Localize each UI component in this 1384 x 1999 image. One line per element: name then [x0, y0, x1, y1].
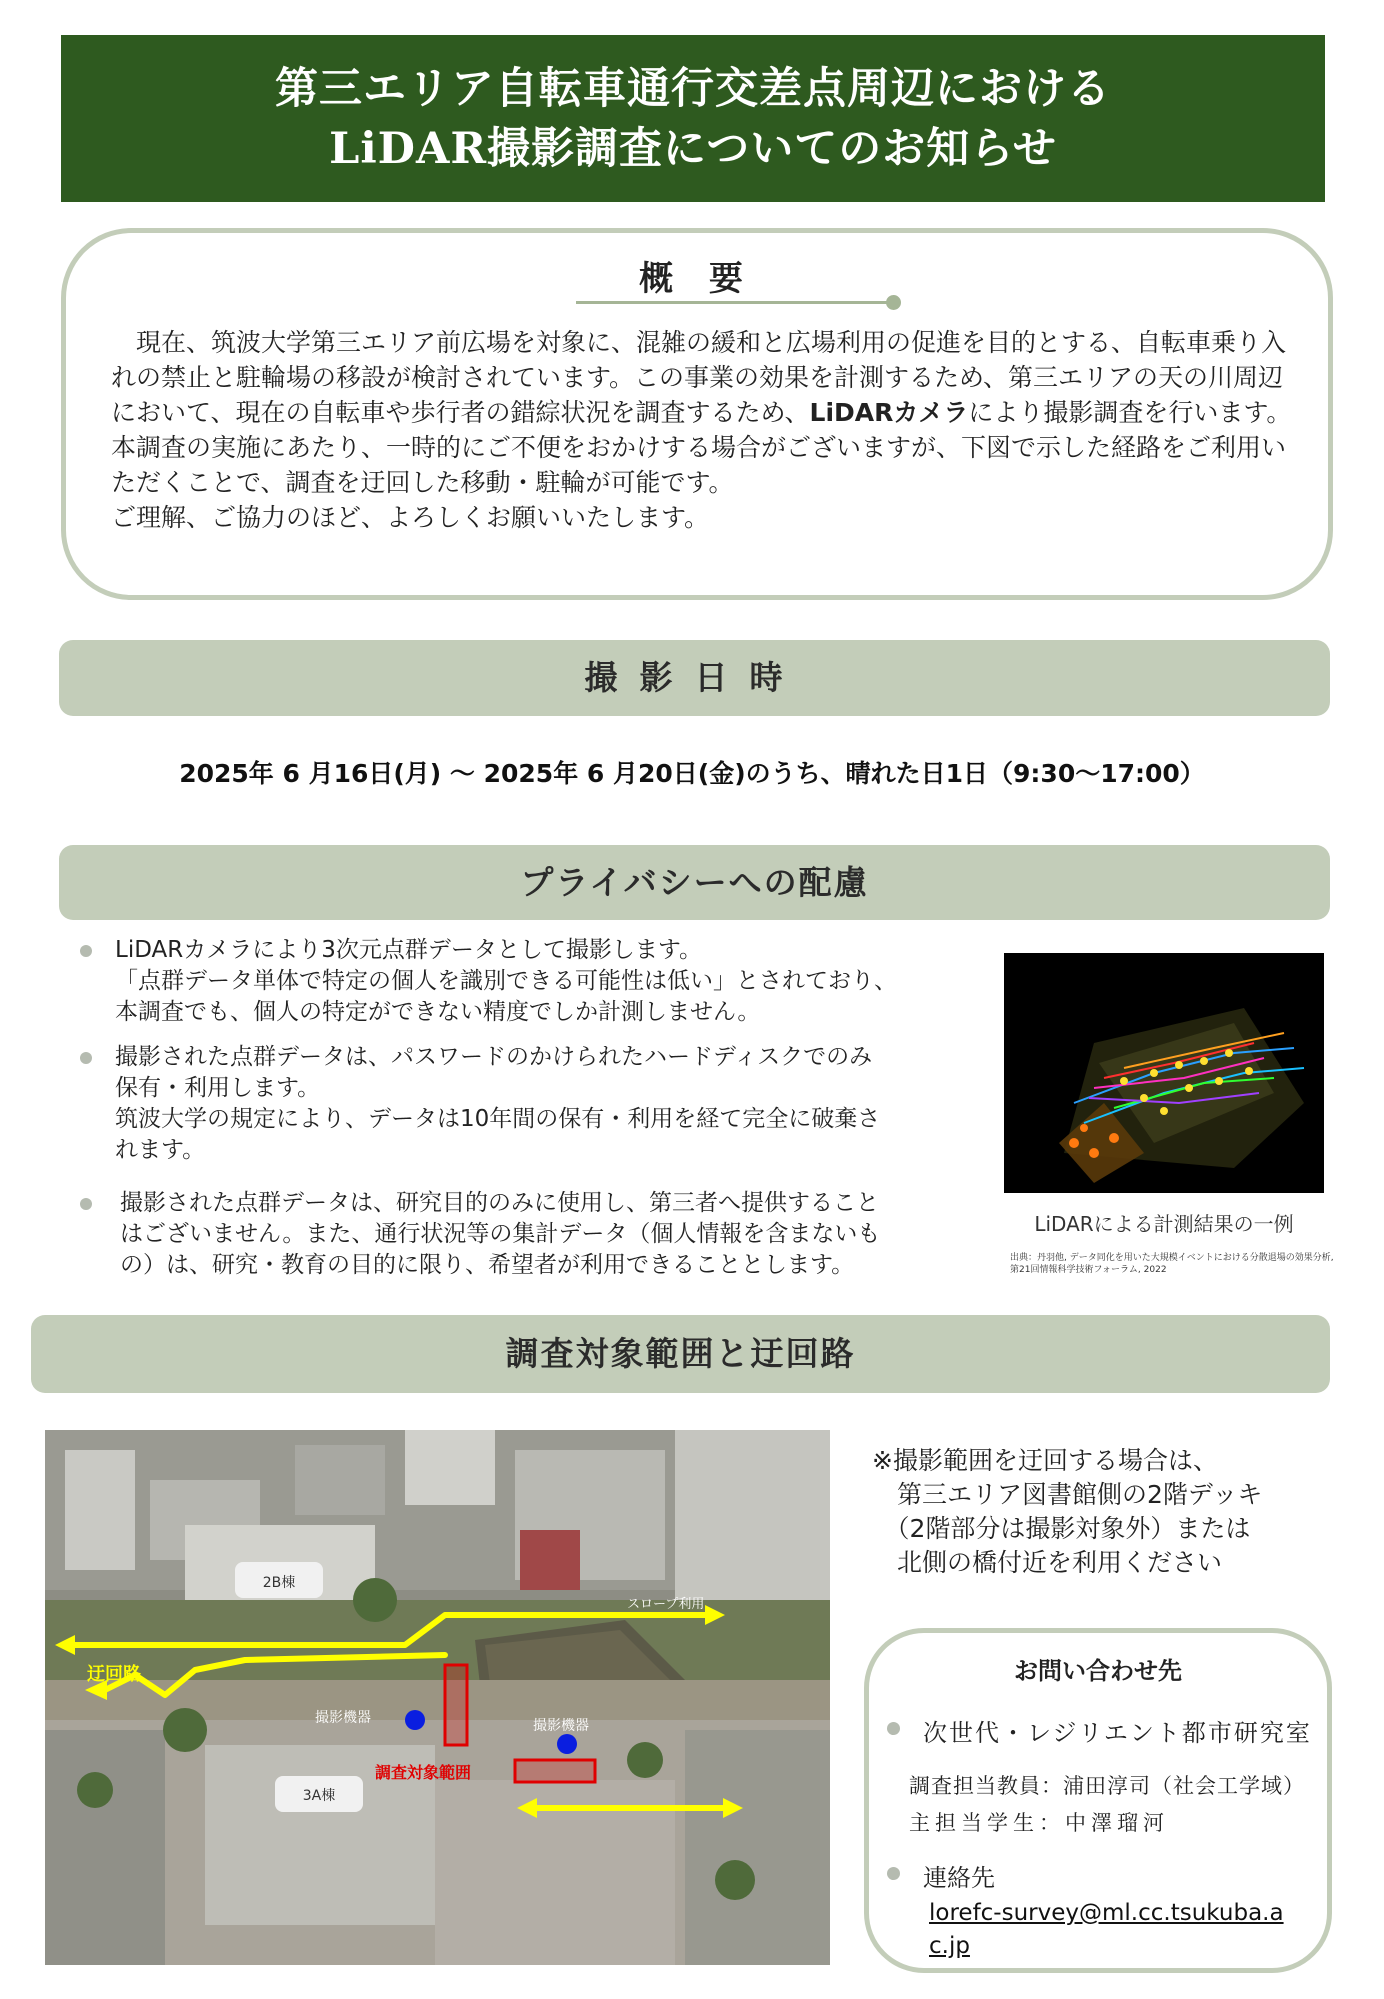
schedule-date: 2025年 6 月16日(月) ～ 2025年 6 月20日(金)のうち、晴れた日1日（9:30～17:00）: [179, 759, 1205, 788]
map-label-camera-1: 撮影機器: [315, 1710, 371, 1726]
survey-area-map: [45, 1430, 830, 1965]
overview-paragraph-1: [111, 325, 1300, 430]
schedule-heading: 撮影日時: [59, 640, 1330, 716]
survey-area-horizontal: [515, 1760, 595, 1782]
lidar-image-caption: LiDARによる計測結果の一例: [1034, 1212, 1294, 1236]
map-label-detour: 迂回路: [87, 1664, 141, 1685]
contact-email-link[interactable]: lorefc-survey@ml.cc.tsukuba.ac.jp: [929, 1900, 1284, 1959]
privacy-bullet-3-line-2: はございません。また、通行状況等の集計データ（個人情報を含まないも: [120, 1221, 881, 1247]
privacy-bullet-1-line-2: 「点群データ単体で特定の個人を識別できる可能性は低い」とされており、: [115, 968, 897, 994]
contact-label: 連絡先: [887, 1858, 995, 1893]
overview-lidar-emphasis: LiDARカメラ: [809, 398, 969, 427]
privacy-bullet-2-line-1: 撮影された点群データは、パスワードのかけられたハードディスクでのみ: [115, 1044, 873, 1070]
contact-lab-name: 次世代・レジリエント都市研究室: [887, 1713, 1312, 1748]
lidar-image-source: 出典：丹羽他, データ同化を用いた大規模イベントにおける分散退場の効果分析, 第21回情報科学技術フォーラム, 2022: [1010, 1253, 1334, 1275]
contact-teacher: 調査担当教員：浦田淳司（社会工学域）: [909, 1774, 1305, 1798]
privacy-heading: プライバシーへの配慮: [59, 845, 1330, 920]
overview-paragraph-2: 本調査の実施にあたり、一時的にご不便をおかけする場合がございますが、下図で示した経路をご利用いただくことで、調査を迂回した移動・駐輪が可能です。: [111, 433, 1287, 497]
survey-area-map-graphic: [45, 1430, 830, 1965]
area-heading: 調査対象範囲と迂回路: [31, 1315, 1330, 1393]
map-label-survey-area: 調査対象範囲: [375, 1763, 472, 1782]
contact-student: 主担当学生：中澤瑠河: [909, 1811, 1169, 1835]
overview-paragraph-1-text: 現在、筑波大学第三エリア前広場を対象に、混雑の緩和と広場利用の促進を目的とする、自転車乗り入れの禁止と駐輪場の移設が検討されています。この事業の効果を計測するため、第三エリアの天の川周辺において、現在の自転車や歩行者の錯綜状況を調査するため、: [111, 328, 1287, 427]
overview-heading: 概 要: [639, 259, 755, 299]
title-banner: [61, 35, 1325, 202]
privacy-bullet-2: [80, 1042, 980, 1166]
lidar-pointcloud-graphic: [1004, 953, 1324, 1193]
privacy-bullet-3-line-1: 撮影された点群データは、研究目的のみに使用し、第三者へ提供すること: [120, 1190, 879, 1216]
map-label-slope: スロープ利用: [627, 1597, 705, 1612]
overview-paragraph-3: ご理解、ご協力のほど、よろしくお願いいたします。: [111, 503, 710, 532]
overview-divider: [576, 301, 896, 304]
title-line-1: 第三エリア自転車通行交差点周辺における: [275, 63, 1111, 114]
survey-area-vertical: [445, 1665, 467, 1745]
overview-box: [61, 228, 1333, 600]
overview-text: [111, 325, 1300, 535]
privacy-bullet-1: [80, 935, 980, 1028]
map-label-2b: 2B棟: [262, 1575, 296, 1591]
map-label-camera-2: 撮影機器: [533, 1718, 589, 1734]
privacy-bullet-list: [80, 935, 980, 1281]
privacy-bullet-2-line-2: 保有・利用します。: [115, 1075, 321, 1101]
overview-paragraph-1-tail: により撮影調査を行います。: [968, 398, 1292, 427]
privacy-bullet-2-line-4: れます。: [115, 1137, 206, 1163]
overview-divider-dot: [886, 295, 901, 310]
privacy-bullet-1-line-1: LiDARカメラにより3次元点群データとして撮影します。: [115, 937, 703, 963]
map-label-3a: 3A棟: [302, 1788, 336, 1804]
detour-note-line-1: ※撮影範囲を迂回する場合は、: [872, 1446, 1218, 1475]
detour-note-line-2: 第三エリア図書館側の2階デッキ: [872, 1480, 1263, 1509]
lidar-pointcloud-image: [1004, 953, 1324, 1193]
contact-box: [864, 1628, 1332, 1973]
camera-marker-2: [557, 1734, 577, 1754]
privacy-bullet-3: [80, 1188, 980, 1281]
contact-heading: お問い合わせ先: [1014, 1657, 1182, 1685]
privacy-bullet-1-line-3: 本調査でも、個人の特定ができない精度でしか計測しません。: [115, 999, 761, 1025]
title-line-2: LiDAR撮影調査についてのお知らせ: [329, 123, 1057, 174]
camera-marker-1: [405, 1710, 425, 1730]
detour-note: [872, 1444, 1332, 1580]
detour-note-line-3: （2階部分は撮影対象外）または: [872, 1514, 1251, 1543]
detour-note-line-4: 北側の橋付近を利用ください: [872, 1548, 1223, 1577]
privacy-bullet-3-line-3: の）は、研究・教育の目的に限り、希望者が利用できることとします。: [120, 1252, 855, 1278]
privacy-bullet-2-line-3: 筑波大学の規定により、データは10年間の保有・利用を経て完全に破棄さ: [115, 1106, 881, 1132]
